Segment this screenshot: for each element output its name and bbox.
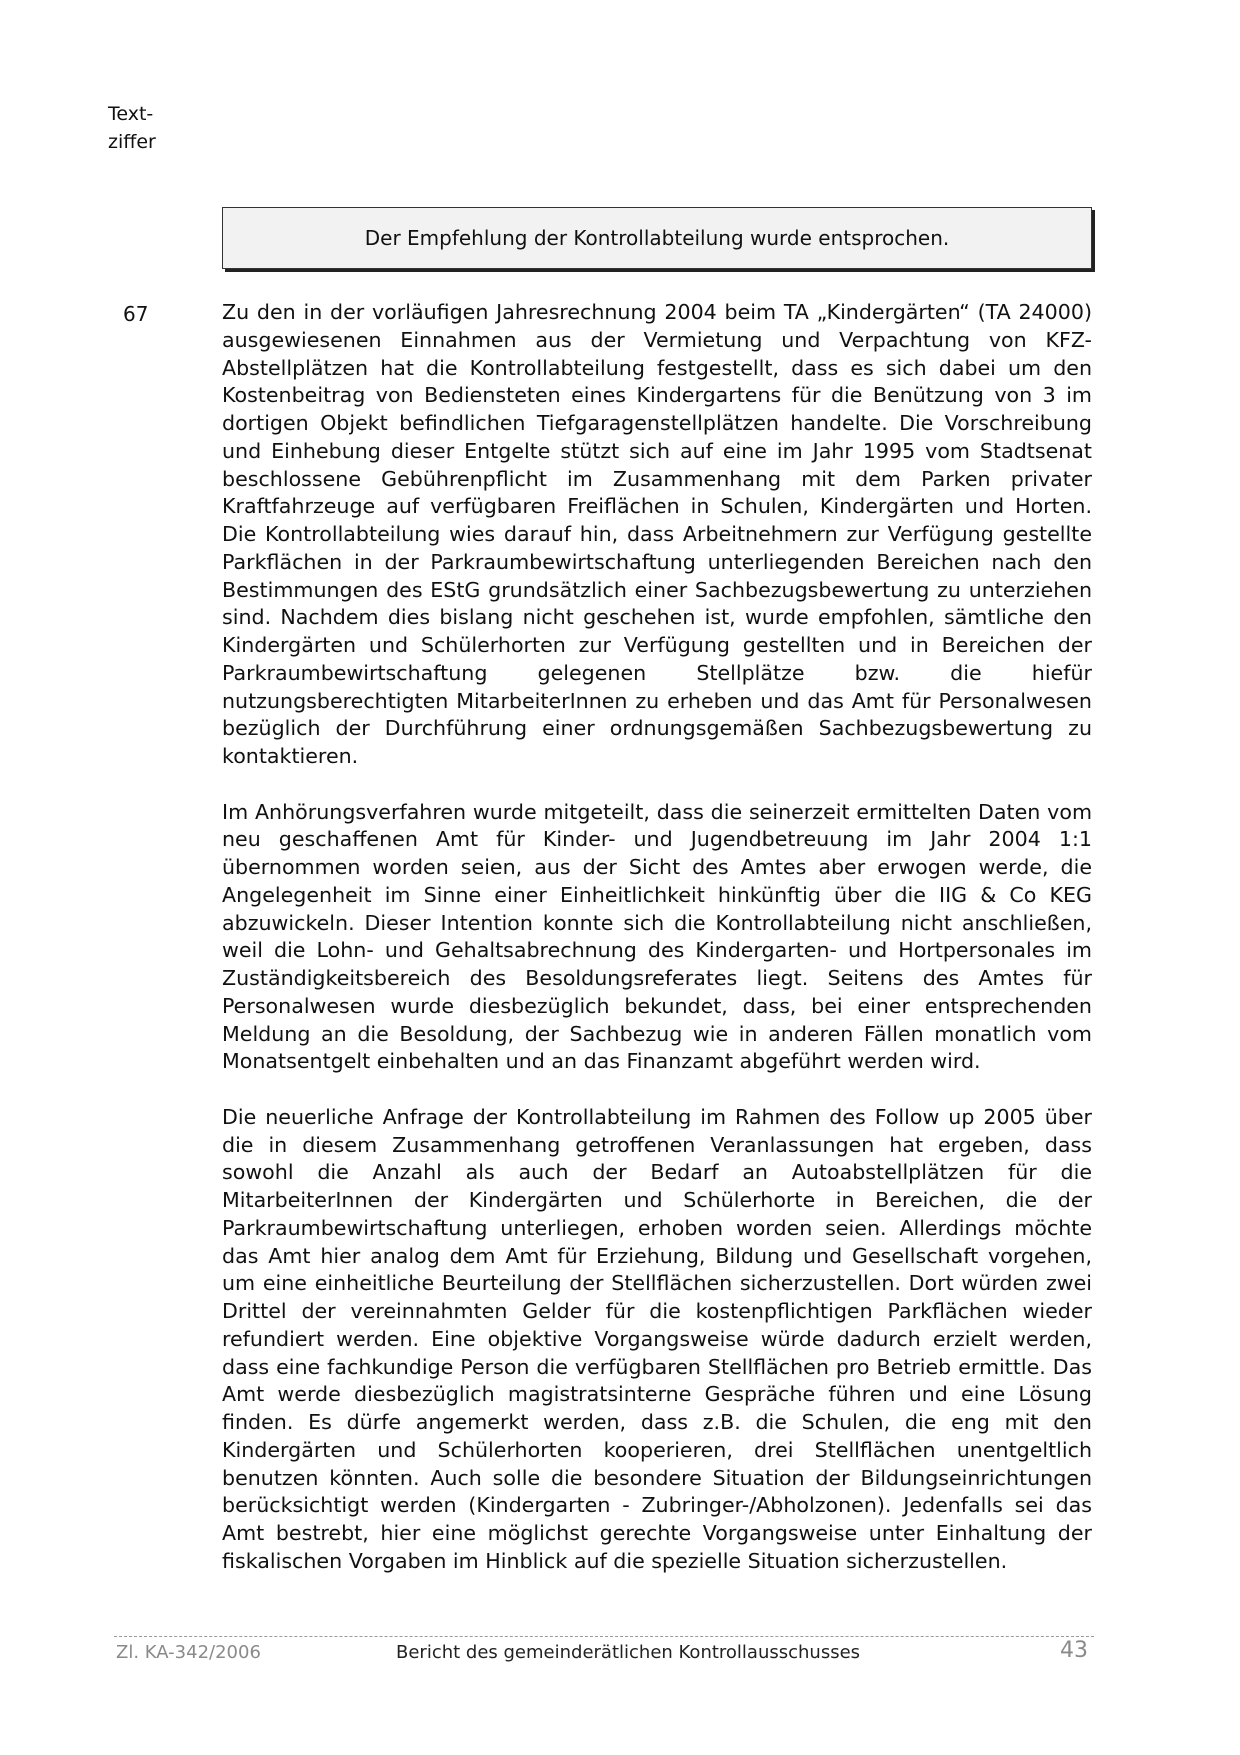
margin-header-line1: Text-	[108, 103, 154, 125]
margin-header-line2: ziffer	[108, 131, 156, 153]
footer-divider	[114, 1636, 1094, 1637]
body-text	[222, 299, 1092, 1603]
footer-reference: Zl. KA-342/2006	[116, 1642, 261, 1663]
recommendation-text: Der Empfehlung der Kontrollabteilung wurde entsprochen.	[364, 226, 950, 250]
paragraph-follow-up: Die neuerliche Anfrage der Kontrollabteilung im Rahmen des Follow up 2005 über die in diesem Zusammenhang getroffenen Veranlassungen hat ergeben, dass sowohl die Anzahl als auch der Bedarf an Autoabstellplätzen für die MitarbeiterInnen der Kindergärten und Schülerhorte in Bereichen, die der Parkraumbewirtschaftung unterliegen, erhoben worden seien. Allerdings möchte das Amt hier analog dem Amt für Erziehung, Bildung und Gesellschaft vorgehen, um eine einheitliche Beurteilung der Stellflächen sicherzustellen. Dort würden zwei Drittel der vereinnahmten Gelder für die kostenpflichtigen Parkflächen wieder refundiert werden. Eine objektive Vorgangsweise würde dadurch erzielt werden, dass eine fachkundige Person die verfügbaren Stellflächen pro Betrieb ermittle. Das Amt werde diesbezüglich magistratsinterne Gespräche führen und eine Lösung finden. Es dürfe angemerkt werden, dass z.B. die Schulen, die eng mit den Kindergärten und Schülerhorten kooperieren, drei Stellflächen unentgeltlich benutzen könnten. Auch solle die besondere Situation der Bildungseinrichtungen berücksichtigt werden (Kindergarten - Zubringer-/Abholzonen). Jedenfalls sei das Amt bestrebt, hier eine möglichst gerechte Vorgangsweise unter Einhaltung der fiskalischen Vorgaben im Hinblick auf die spezielle Situation sicherzustellen.	[222, 1104, 1092, 1573]
textziffer-number: 67	[123, 302, 149, 326]
paragraph-findings: Zu den in der vorläufigen Jahresrechnung 2004 beim TA „Kindergärten“ (TA 24000) ausgewiesenen Einnahmen aus der Vermietung und Verpachtung von KFZ-Abstellplätzen hat die Kontrollabteilung festgestellt, dass es sich dabei um den Kostenbeitrag von Bediensteten eines Kindergartens für die Benützung von 3 im dortigen Objekt befindlichen Tiefgaragenstellplätzen handelte. Die Vorschreibung und Einhebung dieser Entgelte stützt sich auf eine im Jahr 1995 vom Stadtsenat beschlossene Gebührenpflicht im Zusammenhang mit dem Parken privater Kraftfahrzeuge auf verfügbaren Freiflächen in Schulen, Kindergärten und Horten. Die Kontrollabteilung wies darauf hin, dass Arbeitnehmern zur Verfügung gestellte Parkflächen in der Parkraumbewirtschaftung unterliegenden Bereichen nach den Bestimmungen des EStG grundsätzlich einer Sachbezugsbewertung zu unterziehen sind. Nachdem dies bislang nicht geschehen ist, wurde empfohlen, sämtliche den Kindergärten und Schülerhorten zur Verfügung gestellten und in Bereichen der Parkraumbewirtschaftung gelegenen Stellplätze bzw. die hiefür nutzungsberechtigten MitarbeiterInnen zu erheben und das Amt für Personalwesen bezüglich der Durchführung einer ordnungsgemäßen Sachbezugsbewertung zu kontaktieren.	[222, 300, 1092, 768]
margin-header	[108, 100, 168, 156]
page-number: 43	[1060, 1638, 1088, 1663]
footer-title: Bericht des gemeinderätlichen Kontrollausschusses	[396, 1642, 861, 1663]
paragraph-hearing: Im Anhörungsverfahren wurde mitgeteilt, dass die seinerzeit ermittelten Daten vom neu geschaffenen Amt für Kinder- und Jugendbetreuung im Jahr 2004 1:1 übernommen worden seien, aus der Sicht des Amtes aber erwogen werde, die Angelegenheit im Sinne einer Einheitlichkeit hinkünftig über die IIG & Co KEG abzuwickeln. Dieser Intention konnte sich die Kontrollabteilung nicht anschließen, weil die Lohn- und Gehaltsabrechnung des Kindergarten- und Hortpersonales im Zuständigkeitsbereich des Besoldungsreferates liegt. Seitens des Amtes für Personalwesen wurde diesbezüglich bekundet, dass, bei einer entsprechenden Meldung an die Besoldung, der Sachbezug wie in anderen Fällen monatlich vom Monatsentgelt einbehalten und an das Finanzamt abgeführt werden wird.	[222, 799, 1092, 1074]
recommendation-box	[222, 207, 1092, 269]
